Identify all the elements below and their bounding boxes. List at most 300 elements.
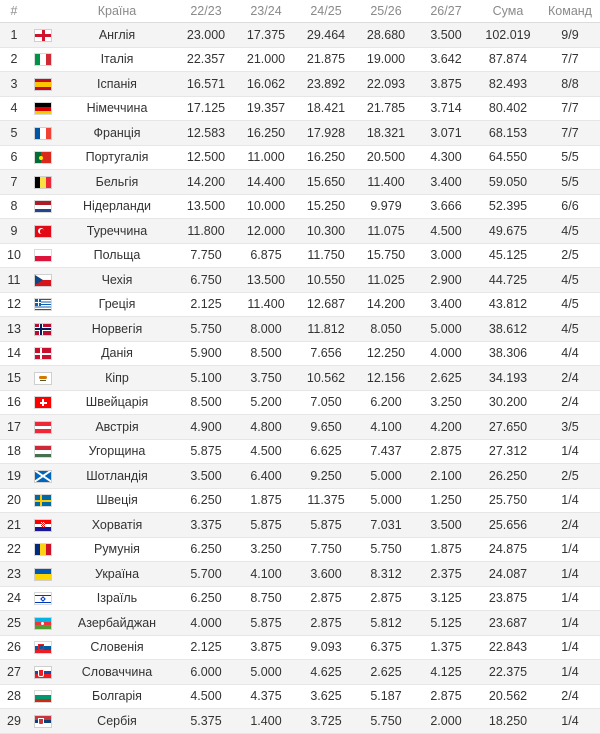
row-flag-cell <box>28 243 58 268</box>
table-row <box>0 635 600 660</box>
row-season-2: 5.200 <box>236 390 296 415</box>
row-country[interactable]: Бельгія <box>58 170 176 195</box>
row-season-2: 5.000 <box>236 660 296 685</box>
row-country[interactable]: Шотландія <box>58 464 176 489</box>
row-season-5: 2.875 <box>416 684 476 709</box>
row-total: 20.562 <box>476 684 540 709</box>
row-teams: 4/5 <box>540 268 600 293</box>
row-country[interactable]: Італія <box>58 47 176 72</box>
row-season-5: 1.875 <box>416 537 476 562</box>
row-season-4: 8.050 <box>356 317 416 342</box>
row-total: 38.612 <box>476 317 540 342</box>
row-teams: 1/4 <box>540 586 600 611</box>
row-season-1: 5.750 <box>176 317 236 342</box>
spain-flag-icon <box>35 79 51 90</box>
row-position: 2 <box>0 47 28 72</box>
table-row <box>0 488 600 513</box>
row-total: 27.650 <box>476 415 540 440</box>
row-season-5: 4.300 <box>416 145 476 170</box>
row-season-3: 17.928 <box>296 121 356 146</box>
row-country[interactable]: Франція <box>58 121 176 146</box>
row-season-5: 3.666 <box>416 194 476 219</box>
row-season-4: 7.437 <box>356 439 416 464</box>
header-season-4: 25/26 <box>356 0 416 23</box>
row-season-2: 6.875 <box>236 243 296 268</box>
row-season-3: 2.875 <box>296 611 356 636</box>
row-season-1: 12.583 <box>176 121 236 146</box>
row-season-2: 8.750 <box>236 586 296 611</box>
row-season-4: 22.093 <box>356 72 416 97</box>
scotland-flag-icon <box>35 471 51 482</box>
poland-flag-icon <box>35 250 51 261</box>
row-teams: 1/4 <box>540 611 600 636</box>
germany-flag-icon <box>35 103 51 114</box>
row-flag-cell <box>28 464 58 489</box>
row-season-1: 4.000 <box>176 611 236 636</box>
header-season-2: 23/24 <box>236 0 296 23</box>
belgium-flag-icon <box>35 177 51 188</box>
row-season-5: 4.000 <box>416 341 476 366</box>
row-teams: 4/5 <box>540 219 600 244</box>
row-season-2: 4.100 <box>236 562 296 587</box>
row-country[interactable]: Португалія <box>58 145 176 170</box>
row-season-1: 23.000 <box>176 23 236 48</box>
row-season-4: 20.500 <box>356 145 416 170</box>
row-total: 24.087 <box>476 562 540 587</box>
row-season-5: 3.714 <box>416 96 476 121</box>
france-flag-icon <box>35 128 51 139</box>
row-season-5: 3.071 <box>416 121 476 146</box>
row-teams: 1/4 <box>540 709 600 734</box>
row-position: 8 <box>0 194 28 219</box>
row-country[interactable]: Нідерланди <box>58 194 176 219</box>
azerbaijan-flag-icon <box>35 618 51 629</box>
row-season-2: 16.062 <box>236 72 296 97</box>
row-flag-cell <box>28 170 58 195</box>
row-season-3: 9.650 <box>296 415 356 440</box>
row-season-4: 5.812 <box>356 611 416 636</box>
row-season-3: 3.725 <box>296 709 356 734</box>
row-season-2: 6.400 <box>236 464 296 489</box>
row-season-5: 3.000 <box>416 243 476 268</box>
row-season-1: 12.500 <box>176 145 236 170</box>
row-season-1: 22.357 <box>176 47 236 72</box>
row-country[interactable]: Греція <box>58 292 176 317</box>
row-season-1: 2.125 <box>176 292 236 317</box>
row-country[interactable]: Норвегія <box>58 317 176 342</box>
row-position: 11 <box>0 268 28 293</box>
row-season-4: 8.312 <box>356 562 416 587</box>
row-total: 49.675 <box>476 219 540 244</box>
row-season-4: 7.031 <box>356 513 416 538</box>
table-row <box>0 439 600 464</box>
row-teams: 2/5 <box>540 464 600 489</box>
row-position: 12 <box>0 292 28 317</box>
row-position: 25 <box>0 611 28 636</box>
row-total: 25.750 <box>476 488 540 513</box>
row-season-2: 4.500 <box>236 439 296 464</box>
row-teams: 2/4 <box>540 366 600 391</box>
row-teams: 2/4 <box>540 684 600 709</box>
hungary-flag-icon <box>35 446 51 457</box>
table-row <box>0 660 600 685</box>
table-row <box>0 96 600 121</box>
row-season-1: 6.250 <box>176 537 236 562</box>
row-teams: 1/4 <box>540 660 600 685</box>
row-season-5: 1.375 <box>416 635 476 660</box>
row-season-3: 3.625 <box>296 684 356 709</box>
row-country[interactable]: Сербія <box>58 709 176 734</box>
croatia-flag-icon <box>35 520 51 531</box>
row-season-2: 14.400 <box>236 170 296 195</box>
row-teams: 4/5 <box>540 317 600 342</box>
row-country[interactable]: Туреччина <box>58 219 176 244</box>
cyprus-flag-icon <box>35 373 51 384</box>
row-flag-cell <box>28 23 58 48</box>
table-row <box>0 537 600 562</box>
england-flag-icon <box>35 30 51 41</box>
switzerland-flag-icon <box>35 397 51 408</box>
row-country[interactable]: Словенія <box>58 635 176 660</box>
row-flag-cell <box>28 513 58 538</box>
row-country[interactable]: Азербайджан <box>58 611 176 636</box>
row-teams: 1/4 <box>540 635 600 660</box>
row-teams: 1/4 <box>540 439 600 464</box>
row-season-1: 5.900 <box>176 341 236 366</box>
row-season-1: 7.750 <box>176 243 236 268</box>
row-season-4: 9.979 <box>356 194 416 219</box>
table-row <box>0 194 600 219</box>
row-season-5: 3.500 <box>416 513 476 538</box>
row-flag-cell <box>28 684 58 709</box>
table-row <box>0 121 600 146</box>
row-season-3: 6.625 <box>296 439 356 464</box>
row-season-4: 11.025 <box>356 268 416 293</box>
row-flag-cell <box>28 145 58 170</box>
row-total: 59.050 <box>476 170 540 195</box>
row-position: 5 <box>0 121 28 146</box>
austria-flag-icon <box>35 422 51 433</box>
row-season-4: 11.075 <box>356 219 416 244</box>
row-season-4: 5.000 <box>356 488 416 513</box>
header-season-3: 24/25 <box>296 0 356 23</box>
row-total: 23.875 <box>476 586 540 611</box>
bulgaria-flag-icon <box>35 691 51 702</box>
row-position: 21 <box>0 513 28 538</box>
row-teams: 2/4 <box>540 390 600 415</box>
row-flag-cell <box>28 47 58 72</box>
row-country[interactable]: Чехія <box>58 268 176 293</box>
row-flag-cell <box>28 586 58 611</box>
row-flag-cell <box>28 72 58 97</box>
row-position: 10 <box>0 243 28 268</box>
row-teams: 4/5 <box>540 292 600 317</box>
row-season-4: 15.750 <box>356 243 416 268</box>
row-season-1: 6.250 <box>176 586 236 611</box>
row-teams: 5/5 <box>540 170 600 195</box>
row-country[interactable]: Австрія <box>58 415 176 440</box>
row-season-1: 6.000 <box>176 660 236 685</box>
row-country[interactable]: Хорватія <box>58 513 176 538</box>
row-season-1: 3.375 <box>176 513 236 538</box>
row-season-2: 3.750 <box>236 366 296 391</box>
row-season-1: 14.200 <box>176 170 236 195</box>
row-season-3: 18.421 <box>296 96 356 121</box>
table-row <box>0 317 600 342</box>
row-flag-cell <box>28 439 58 464</box>
row-season-2: 8.500 <box>236 341 296 366</box>
row-flag-cell <box>28 268 58 293</box>
row-flag-cell <box>28 660 58 685</box>
table-row <box>0 23 600 48</box>
row-season-5: 3.125 <box>416 586 476 611</box>
row-position: 15 <box>0 366 28 391</box>
sweden-flag-icon <box>35 495 51 506</box>
row-season-2: 3.250 <box>236 537 296 562</box>
row-season-2: 12.000 <box>236 219 296 244</box>
row-season-4: 21.785 <box>356 96 416 121</box>
row-season-5: 3.500 <box>416 23 476 48</box>
row-season-2: 17.375 <box>236 23 296 48</box>
row-total: 22.375 <box>476 660 540 685</box>
header-pos: # <box>0 0 28 23</box>
row-country[interactable]: Швейцарія <box>58 390 176 415</box>
row-position: 22 <box>0 537 28 562</box>
row-season-5: 2.100 <box>416 464 476 489</box>
row-season-1: 3.500 <box>176 464 236 489</box>
table-row <box>0 390 600 415</box>
row-season-3: 9.250 <box>296 464 356 489</box>
row-flag-cell <box>28 341 58 366</box>
row-country[interactable]: Болгарія <box>58 684 176 709</box>
table-row <box>0 611 600 636</box>
row-season-1: 5.100 <box>176 366 236 391</box>
row-country[interactable]: Угорщина <box>58 439 176 464</box>
row-season-1: 5.875 <box>176 439 236 464</box>
row-season-3: 23.892 <box>296 72 356 97</box>
row-season-1: 13.500 <box>176 194 236 219</box>
row-season-2: 21.000 <box>236 47 296 72</box>
row-season-3: 21.875 <box>296 47 356 72</box>
row-country[interactable]: Кіпр <box>58 366 176 391</box>
row-season-1: 5.375 <box>176 709 236 734</box>
row-country[interactable]: Іспанія <box>58 72 176 97</box>
row-season-5: 5.125 <box>416 611 476 636</box>
row-season-4: 18.321 <box>356 121 416 146</box>
row-country[interactable]: Румунія <box>58 537 176 562</box>
row-teams: 7/7 <box>540 121 600 146</box>
row-season-4: 12.250 <box>356 341 416 366</box>
row-teams: 7/7 <box>540 47 600 72</box>
row-teams: 9/9 <box>540 23 600 48</box>
table-row <box>0 292 600 317</box>
row-season-3: 10.300 <box>296 219 356 244</box>
row-season-3: 11.812 <box>296 317 356 342</box>
row-country[interactable]: Словаччина <box>58 660 176 685</box>
row-season-1: 17.125 <box>176 96 236 121</box>
row-total: 52.395 <box>476 194 540 219</box>
row-season-4: 6.375 <box>356 635 416 660</box>
row-season-1: 5.700 <box>176 562 236 587</box>
row-position: 7 <box>0 170 28 195</box>
row-season-5: 3.400 <box>416 292 476 317</box>
row-season-4: 5.750 <box>356 709 416 734</box>
row-season-1: 4.500 <box>176 684 236 709</box>
row-season-5: 4.500 <box>416 219 476 244</box>
row-flag-cell <box>28 415 58 440</box>
row-total: 87.874 <box>476 47 540 72</box>
row-position: 19 <box>0 464 28 489</box>
row-position: 14 <box>0 341 28 366</box>
row-country[interactable]: Англія <box>58 23 176 48</box>
row-season-1: 16.571 <box>176 72 236 97</box>
row-season-4: 28.680 <box>356 23 416 48</box>
row-total: 34.193 <box>476 366 540 391</box>
row-position: 17 <box>0 415 28 440</box>
row-total: 45.125 <box>476 243 540 268</box>
row-position: 9 <box>0 219 28 244</box>
row-country[interactable]: Україна <box>58 562 176 587</box>
row-position: 13 <box>0 317 28 342</box>
row-season-5: 4.200 <box>416 415 476 440</box>
row-season-3: 10.562 <box>296 366 356 391</box>
row-flag-cell <box>28 537 58 562</box>
row-flag-cell <box>28 121 58 146</box>
row-total: 22.843 <box>476 635 540 660</box>
row-season-2: 10.000 <box>236 194 296 219</box>
row-teams: 6/6 <box>540 194 600 219</box>
header-flag <box>28 0 58 23</box>
row-teams: 8/8 <box>540 72 600 97</box>
row-country[interactable]: Швеція <box>58 488 176 513</box>
row-country[interactable]: Німеччина <box>58 96 176 121</box>
row-total: 30.200 <box>476 390 540 415</box>
norway-flag-icon <box>35 324 51 335</box>
row-season-4: 5.000 <box>356 464 416 489</box>
row-teams: 2/5 <box>540 243 600 268</box>
row-season-2: 11.000 <box>236 145 296 170</box>
italy-flag-icon <box>35 54 51 65</box>
table-row <box>0 170 600 195</box>
row-season-2: 13.500 <box>236 268 296 293</box>
row-total: 38.306 <box>476 341 540 366</box>
row-season-2: 11.400 <box>236 292 296 317</box>
denmark-flag-icon <box>35 348 51 359</box>
row-season-3: 10.550 <box>296 268 356 293</box>
row-flag-cell <box>28 611 58 636</box>
row-season-2: 4.800 <box>236 415 296 440</box>
row-total: 26.250 <box>476 464 540 489</box>
header-season-5: 26/27 <box>416 0 476 23</box>
row-season-2: 19.357 <box>236 96 296 121</box>
row-flag-cell <box>28 562 58 587</box>
row-total: 102.019 <box>476 23 540 48</box>
slovakia-flag-icon <box>35 667 51 678</box>
ukraine-flag-icon <box>35 569 51 580</box>
row-season-5: 2.375 <box>416 562 476 587</box>
header-total: Сума <box>476 0 540 23</box>
table-row <box>0 586 600 611</box>
table-row <box>0 415 600 440</box>
row-teams: 1/4 <box>540 537 600 562</box>
row-total: 82.493 <box>476 72 540 97</box>
row-position: 29 <box>0 709 28 734</box>
row-teams: 2/4 <box>540 513 600 538</box>
header-row <box>0 0 600 23</box>
row-season-2: 3.875 <box>236 635 296 660</box>
row-season-5: 3.642 <box>416 47 476 72</box>
header-season-1: 22/23 <box>176 0 236 23</box>
row-season-2: 5.875 <box>236 611 296 636</box>
row-flag-cell <box>28 709 58 734</box>
row-season-1: 11.800 <box>176 219 236 244</box>
row-total: 24.875 <box>476 537 540 562</box>
row-position: 16 <box>0 390 28 415</box>
row-total: 25.656 <box>476 513 540 538</box>
row-position: 23 <box>0 562 28 587</box>
row-season-5: 1.250 <box>416 488 476 513</box>
row-flag-cell <box>28 194 58 219</box>
row-season-5: 2.900 <box>416 268 476 293</box>
row-country[interactable]: Польща <box>58 243 176 268</box>
row-season-3: 4.625 <box>296 660 356 685</box>
row-teams: 4/4 <box>540 341 600 366</box>
row-season-5: 3.400 <box>416 170 476 195</box>
table-row <box>0 341 600 366</box>
row-season-2: 8.000 <box>236 317 296 342</box>
row-season-5: 2.625 <box>416 366 476 391</box>
row-flag-cell <box>28 488 58 513</box>
row-country[interactable]: Ізраїль <box>58 586 176 611</box>
row-flag-cell <box>28 292 58 317</box>
table-row <box>0 513 600 538</box>
row-country[interactable]: Данія <box>58 341 176 366</box>
row-season-2: 1.875 <box>236 488 296 513</box>
row-season-3: 7.750 <box>296 537 356 562</box>
row-season-3: 29.464 <box>296 23 356 48</box>
turkey-flag-icon <box>35 226 51 237</box>
row-total: 80.402 <box>476 96 540 121</box>
row-season-3: 15.650 <box>296 170 356 195</box>
header-country: Країна <box>58 0 176 23</box>
table-row <box>0 562 600 587</box>
row-position: 27 <box>0 660 28 685</box>
row-season-4: 5.187 <box>356 684 416 709</box>
row-position: 1 <box>0 23 28 48</box>
row-season-4: 11.400 <box>356 170 416 195</box>
row-flag-cell <box>28 366 58 391</box>
row-season-3: 9.093 <box>296 635 356 660</box>
row-position: 6 <box>0 145 28 170</box>
row-total: 43.812 <box>476 292 540 317</box>
row-position: 26 <box>0 635 28 660</box>
row-season-3: 11.375 <box>296 488 356 513</box>
row-total: 64.550 <box>476 145 540 170</box>
table-row <box>0 709 600 734</box>
table-row <box>0 464 600 489</box>
row-season-3: 7.656 <box>296 341 356 366</box>
row-flag-cell <box>28 219 58 244</box>
row-flag-cell <box>28 635 58 660</box>
czechia-flag-icon <box>35 275 51 286</box>
row-season-1: 6.250 <box>176 488 236 513</box>
greece-flag-icon <box>35 299 51 310</box>
row-flag-cell <box>28 317 58 342</box>
row-season-1: 8.500 <box>176 390 236 415</box>
row-teams: 1/4 <box>540 488 600 513</box>
row-total: 18.250 <box>476 709 540 734</box>
row-total: 27.312 <box>476 439 540 464</box>
